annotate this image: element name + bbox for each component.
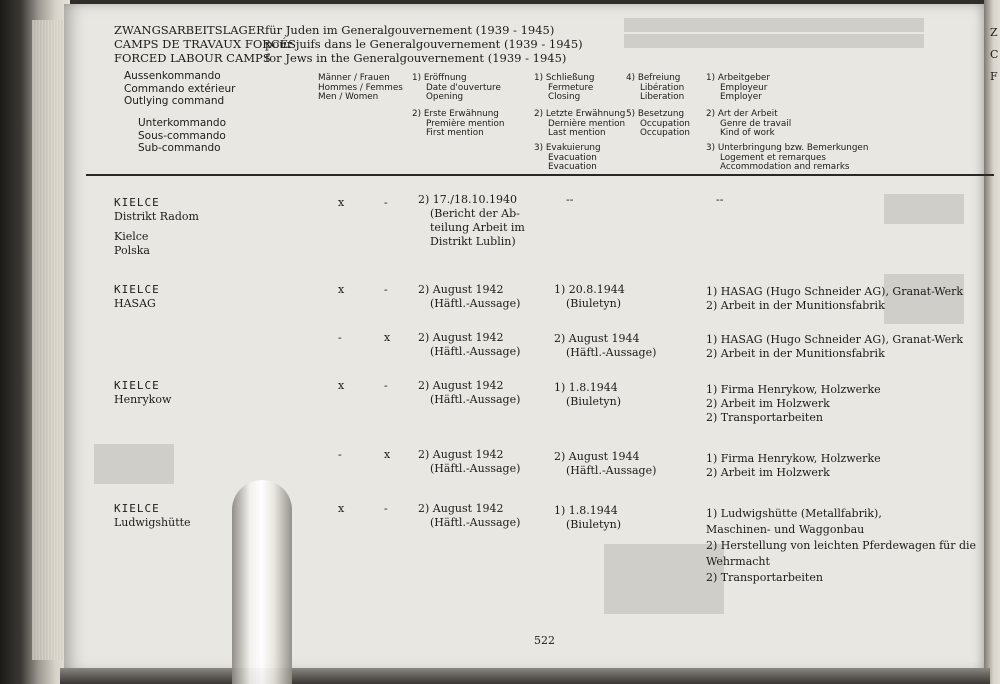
row-3-men: - [338, 331, 342, 344]
row-2-work: 1) HASAG (Hugo Schneider AG), Granat-Werk 2) Arbeit in der Munitionsfabrik [706, 285, 964, 312]
page-stack-left [0, 0, 70, 684]
row-4-closing: 1) 1.8.1944 (Biuletyn) [554, 381, 622, 408]
row-5-closing: 2) August 1944 (Häftl.-Aussage) [554, 450, 657, 477]
subtitle-de: für Juden im Generalgouvernement (1939 - 1945) [265, 23, 555, 37]
row-4-men: x [338, 379, 345, 392]
row-6-work: 1) Ludwigshütte (Metallfabrik), Maschinen- und Waggonbau 2) Herstellung von leichten Pferdewagen für die Wehrmacht 2) Transportarbeiten [706, 507, 977, 584]
row-2-women: - [384, 283, 388, 296]
outcommand-label: Aussenkommando Commando extérieur Outlying command [124, 70, 236, 107]
row-2-place: KIELCE HASAG [114, 283, 160, 310]
header-evacuation: 3) Evakuierung Evacuation Evacuation [534, 143, 601, 173]
header-opening: 1) Eröffnung Date d'ouverture Opening [412, 73, 501, 103]
header-employer: 1) Arbeitgeber Employeur Employer [706, 73, 770, 103]
subtitle-fr: pour juifs dans le Generalgouvernement (1939 - 1945) [265, 37, 583, 51]
row-1-place: KIELCE Distrikt Radom Kielce Polska [114, 196, 199, 257]
row-3-women: x [384, 331, 391, 344]
row-5-opening: 2) August 1942 (Häftl.-Aussage) [418, 448, 521, 475]
row-2-opening: 2) August 1942 (Häftl.-Aussage) [418, 283, 521, 310]
row-5-work: 1) Firma Henrykow, Holzwerke 2) Arbeit im Holzwerk [706, 452, 881, 479]
header-liberation: 4) Befreiung Libération Liberation [626, 73, 685, 103]
header-accommodation: 3) Unterbringung bzw. Bemerkungen Logement et remarques Accommodation and remarks [706, 143, 869, 173]
title-en: FORCED LABOUR CAMPS [114, 51, 271, 65]
row-6-place: KIELCE Ludwigshütte [114, 502, 191, 529]
page-holder-finger [232, 480, 292, 684]
row-1-men: x [338, 196, 345, 209]
row-6-men: x [338, 502, 345, 515]
row-2-closing: 1) 20.8.1944 (Biuletyn) [554, 283, 625, 310]
subtitle-en: for Jews in the Generalgouvernement (1939 - 1945) [265, 51, 567, 65]
facing-page-edge [984, 0, 1000, 684]
row-3-closing: 2) August 1944 (Häftl.-Aussage) [554, 332, 657, 359]
row-1-liberation: -- [716, 193, 724, 206]
header-last-mention: 2) Letzte Erwähnung Dernière mention Last mention [534, 109, 626, 139]
subcommand-label: Unterkommando Sous-commando Sub-commando [138, 117, 226, 154]
book-bottom-edge [60, 668, 990, 684]
header-kind-of-work: 2) Art der Arbeit Genre de travail Kind of work [706, 109, 792, 139]
row-6-closing: 1) 1.8.1944 (Biuletyn) [554, 504, 622, 531]
row-4-place: KIELCE Henrykow [114, 379, 172, 406]
facing-page-letters: Z C F [990, 26, 999, 83]
row-1-women: - [384, 196, 388, 209]
header-rule [86, 174, 994, 176]
row-5-women: x [384, 448, 391, 461]
row-2-men: x [338, 283, 345, 296]
men-women-header: Männer / Frauen Hommes / Femmes Men / Women [318, 73, 403, 103]
title-fr: CAMPS DE TRAVAUX FORCÉS [114, 37, 296, 51]
row-5-men: - [338, 448, 342, 461]
title-de: ZWANGSARBEITSLAGER [114, 23, 265, 37]
header-first-mention: 2) Erste Erwähnung Première mention First mention [412, 109, 505, 139]
row-6-women: - [384, 502, 388, 515]
header-closing: 1) Schließung Fermeture Closing [534, 73, 595, 103]
page-number: 522 [534, 634, 555, 647]
row-1-closing: -- [566, 193, 574, 206]
row-4-opening: 2) August 1942 (Häftl.-Aussage) [418, 379, 521, 406]
row-3-work: 1) HASAG (Hugo Schneider AG), Granat-Werk 2) Arbeit in der Munitionsfabrik [706, 333, 964, 360]
row-4-work: 1) Firma Henrykow, Holzwerke 2) Arbeit im Holzwerk 2) Transportarbeiten [706, 383, 881, 424]
header-occupation: 5) Besetzung Occupation Occupation [626, 109, 690, 139]
row-1-opening: 2) 17./18.10.1940 (Bericht der Ab- teilung Arbeit im Distrikt Lublin) [418, 193, 525, 248]
row-6-opening: 2) August 1942 (Häftl.-Aussage) [418, 502, 521, 529]
row-3-opening: 2) August 1942 (Häftl.-Aussage) [418, 331, 521, 358]
row-4-women: - [384, 379, 388, 392]
